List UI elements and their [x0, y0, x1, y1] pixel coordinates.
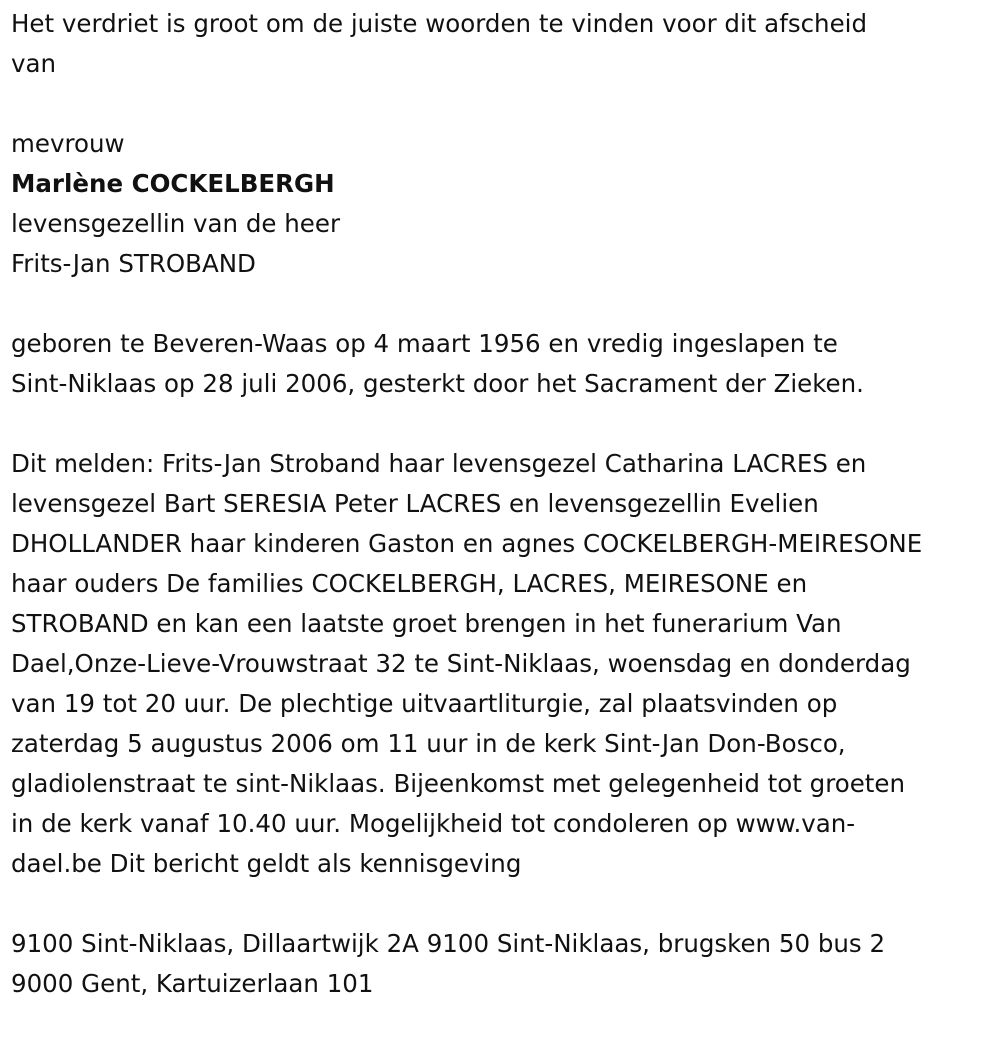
announcement-line: levensgezel Bart SERESIA Peter LACRES en levensgezellin Evelien: [11, 489, 819, 518]
deceased-title: mevrouw: [11, 129, 125, 158]
partner-name: Frits-Jan STROBAND: [11, 249, 256, 278]
birth-death-paragraph: [11, 324, 990, 404]
birth-death-line: Sint-Niklaas op 28 juli 2006, gesterkt door het Sacrament der Zieken.: [11, 369, 864, 398]
paragraph-gap: [11, 84, 990, 124]
announcement-line: Dael,Onze-Lieve-Vrouwstraat 32 te Sint-Niklaas, woensdag en donderdag: [11, 649, 911, 678]
paragraph-gap: [11, 284, 990, 324]
announcement-line: dael.be Dit bericht geldt als kennisgeving: [11, 849, 522, 878]
announcement-line: Dit melden: Frits-Jan Stroband haar levensgezel Catharina LACRES en: [11, 449, 867, 478]
deceased-block: [11, 124, 990, 284]
address-line: 9100 Sint-Niklaas, Dillaartwijk 2A 9100 Sint-Niklaas, brugsken 50 bus 2: [11, 929, 886, 958]
announcement-line: haar ouders De families COCKELBERGH, LACRES, MEIRESONE en: [11, 569, 808, 598]
paragraph-gap: [11, 884, 990, 924]
announcement-line: gladiolenstraat te sint-Niklaas. Bijeenkomst met gelegenheid tot groeten: [11, 769, 906, 798]
deceased-relation: levensgezellin van de heer: [11, 209, 341, 238]
announcement-line: DHOLLANDER haar kinderen Gaston en agnes COCKELBERGH-MEIRESONE: [11, 529, 923, 558]
announcement-line: zaterdag 5 augustus 2006 om 11 uur in de kerk Sint-Jan Don-Bosco,: [11, 729, 846, 758]
obituary-document: [11, 4, 990, 1004]
announcement-line: in de kerk vanaf 10.40 uur. Mogelijkheid tot condoleren op www.van-: [11, 809, 856, 838]
announcement-line: STROBAND en kan een laatste groet brengen in het funerarium Van: [11, 609, 842, 638]
address-line: 9000 Gent, Kartuizerlaan 101: [11, 969, 374, 998]
intro-paragraph: [11, 4, 990, 84]
deceased-name: Marlène COCKELBERGH: [11, 169, 335, 198]
intro-line: van: [11, 49, 57, 78]
paragraph-gap: [11, 404, 990, 444]
announcement-line: van 19 tot 20 uur. De plechtige uitvaartliturgie, zal plaatsvinden op: [11, 689, 838, 718]
announcement-paragraph: [11, 444, 990, 884]
intro-line: Het verdriet is groot om de juiste woorden te vinden voor dit afscheid: [11, 9, 868, 38]
addresses-paragraph: [11, 924, 990, 1004]
birth-death-line: geboren te Beveren-Waas op 4 maart 1956 en vredig ingeslapen te: [11, 329, 838, 358]
